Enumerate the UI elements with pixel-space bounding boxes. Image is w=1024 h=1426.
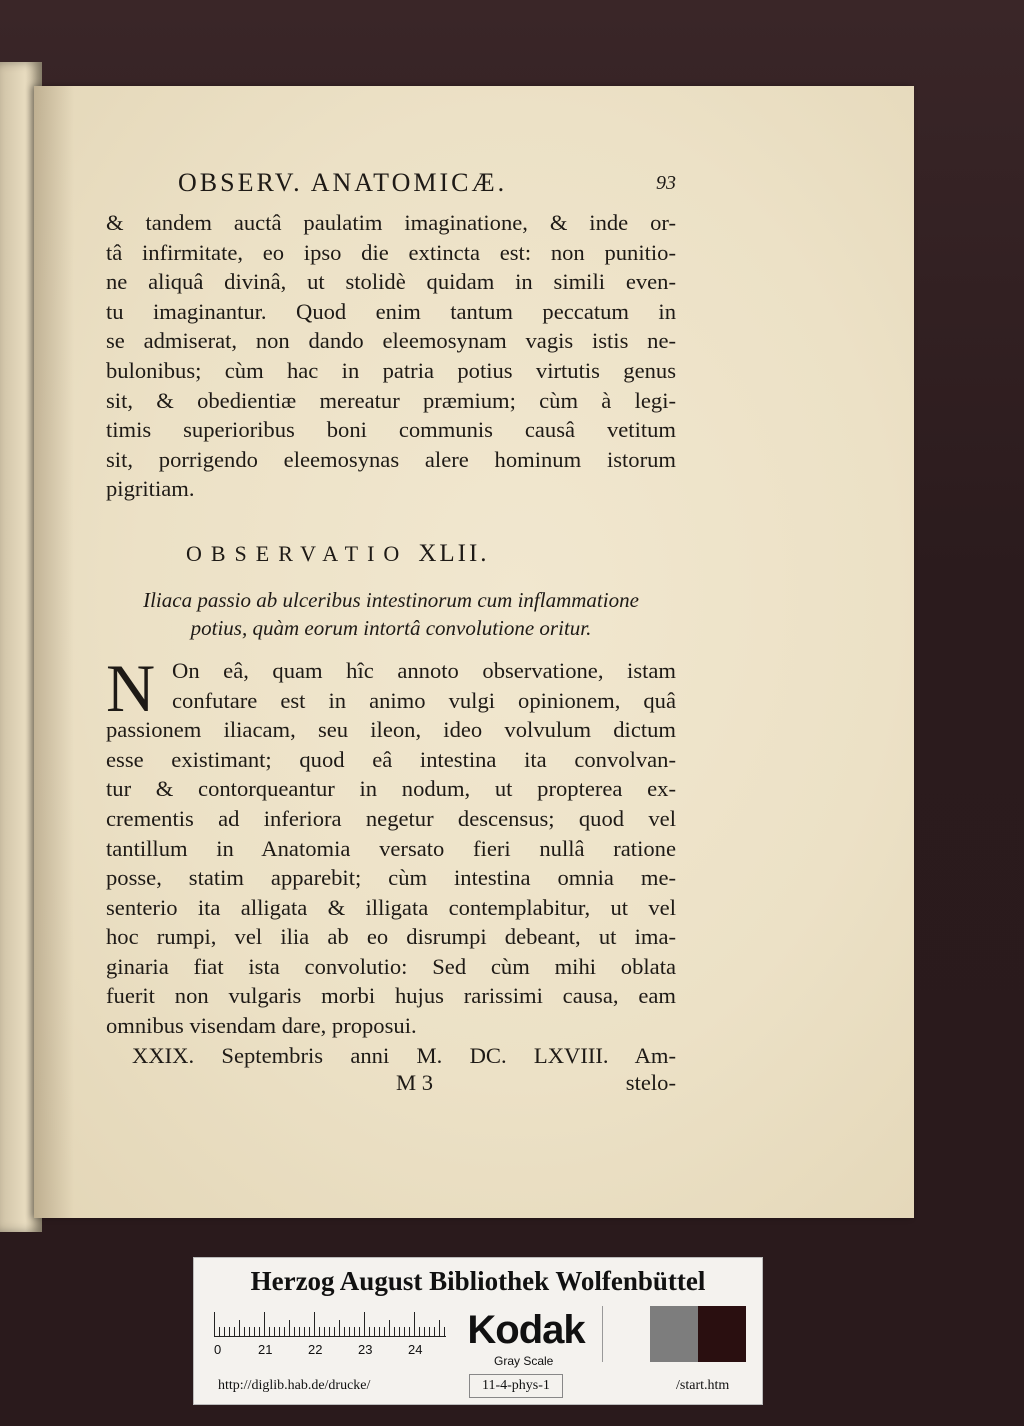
text-line: ginaria fiat ista convolutio: Sed cùm mihi oblata [106,953,676,979]
url-suffix: /start.htm [676,1378,730,1393]
ruler-tick [414,1312,415,1336]
ruler-tick [429,1327,430,1336]
ruler-tick [329,1327,330,1336]
ruler-tick [359,1327,360,1336]
running-head-title: OBSERV. ANATOMICÆ. [178,168,508,197]
ruler-tick [264,1312,265,1336]
ruler-tick [334,1327,335,1336]
text-line: pigritiam. [106,476,195,502]
text-line: tur & contorqueantur in nodum, ut propterea ex- [106,776,676,802]
text-line: sit, & obedientiæ mereatur præmium; cùm à legi- [106,387,676,413]
ruler-tick [299,1327,300,1336]
signature-mark: M 3 [396,1070,434,1096]
ruler-tick [274,1327,275,1336]
ruler-number: 0 [214,1342,222,1357]
text-line: bulonibus; cùm hac in patria potius virtutis genus [106,357,676,383]
text-line: & tandem auctâ paulatim imaginatione, & inde or- [106,210,676,235]
ruler-tick [309,1327,310,1336]
ruler-tick [279,1327,280,1336]
ruler-tick [394,1327,395,1336]
ruler-tick [314,1312,315,1336]
text-line: omnibus visendam dare, proposui. [106,1013,417,1039]
subtitle-line: Iliaca passio ab ulceribus intestinorum cum inflammatione [143,587,639,612]
running-head [106,168,676,208]
ruler-tick [409,1327,410,1336]
text-line: hoc rumpi, vel ilia ab eo disrumpi debeant, ut ima- [106,924,676,950]
ruler-tick [249,1327,250,1336]
text-line: se admiserat, non dando eleemosynam vagis istis ne- [106,328,676,354]
ruler-tick [259,1327,260,1336]
gray-swatch-mid [650,1306,698,1362]
date-line: XXIX. Septembris anni M. DC. LXVIII. Am- [132,1042,676,1068]
text-line: sit, porrigendo eleemosynas alere hominum istorum [106,446,676,472]
book-page [34,86,914,1218]
text-line: fuerit non vulgaris morbi hujus rarissimi causa, eam [106,983,676,1009]
observation-label: OBSERVATIO [186,540,409,566]
observation-subtitle [106,586,676,642]
ruler-tick [339,1320,340,1336]
ruler-scale [214,1310,446,1337]
ruler-tick [354,1327,355,1336]
ruler-tick [234,1327,235,1336]
ruler-tick [229,1327,230,1336]
text-line: timis superioribus boni communis causâ vetitum [106,417,676,443]
text-line: esse existimant; quod eâ intestina ita convolvan- [106,746,676,772]
ruler-tick [304,1327,305,1336]
ruler-tick [324,1327,325,1336]
text-line: crementis ad inferiora negetur descensus; quod vel [106,805,676,831]
library-name: Herzog August Bibliothek Wolfenbüttel [250,1266,706,1296]
text-line: tâ infirmitate, eo ipso die extincta est: non punitio- [106,239,676,265]
catchword: stelo- [625,1070,676,1096]
page-number: 93 [656,172,676,194]
ruler-tick [289,1320,290,1336]
ruler-tick [214,1312,215,1336]
ruler-number: 22 [308,1342,323,1357]
ruler-tick [369,1327,370,1336]
ruler-number: 23 [358,1342,373,1357]
ruler-tick [389,1320,390,1336]
gray-swatch-dark [698,1306,746,1362]
ruler-tick [364,1312,365,1336]
drop-cap: N [106,649,156,726]
shelfmark: 11-4-phys-1 [469,1374,563,1398]
ruler-tick [219,1327,220,1336]
ruler-tick [424,1327,425,1336]
ruler-tick [404,1327,405,1336]
catch-line [106,1070,676,1100]
text-line: posse, statim apparebit; cùm intestina omnia me- [106,865,676,891]
gray-scale-label: Gray Scale [494,1354,554,1368]
text-block [106,168,676,1100]
subtitle-line: potius, quàm eorum intortâ convolutione oritur. [190,615,592,640]
library-label [193,1257,763,1405]
ruler-tick [349,1327,350,1336]
ruler-tick [294,1327,295,1336]
ruler-tick [284,1327,285,1336]
gutter-shadow [34,86,74,1218]
ruler-tick [319,1327,320,1336]
ruler-tick [384,1327,385,1336]
observation-number: XLII. [418,539,490,567]
url-prefix: http://diglib.hab.de/drucke/ [218,1378,371,1393]
text-line: ne aliquâ divinâ, ut stolidè quidam in simili even- [106,269,676,295]
ruler-tick [379,1327,380,1336]
paragraph-1 [106,208,676,504]
ruler-tick [224,1327,225,1336]
text-line: tu imaginantur. Quod enim tantum peccatum in [106,298,676,324]
ruler-tick [399,1327,400,1336]
text-line: On eâ, quam hîc annoto observatione, istam [172,657,676,683]
ruler-tick [239,1320,240,1336]
ruler-tick [439,1320,440,1336]
ruler-tick [374,1327,375,1336]
ruler-number: 21 [258,1342,273,1357]
ruler-tick [419,1327,420,1336]
paragraph-2 [106,649,676,1100]
ruler-number: 24 [408,1342,423,1357]
text-line: confutare est in animo vulgi opinionem, quâ [172,687,676,713]
observation-heading [106,540,676,580]
ruler-tick [344,1327,345,1336]
kodak-logo: Kodak [467,1308,585,1352]
ruler-tick [269,1327,270,1336]
text-line: senterio ita alligata & illigata contemplabitur, ut vel [106,894,676,920]
gray-swatch-white [602,1306,651,1362]
ruler-tick [434,1327,435,1336]
text-line: tantillum in Anatomia versato fieri nullâ ratione [106,835,676,861]
text-line: passionem iliacam, seu ileon, ideo volvulum dictum [106,717,676,743]
ruler-tick [244,1327,245,1336]
ruler-tick [444,1327,445,1336]
ruler-tick [254,1327,255,1336]
